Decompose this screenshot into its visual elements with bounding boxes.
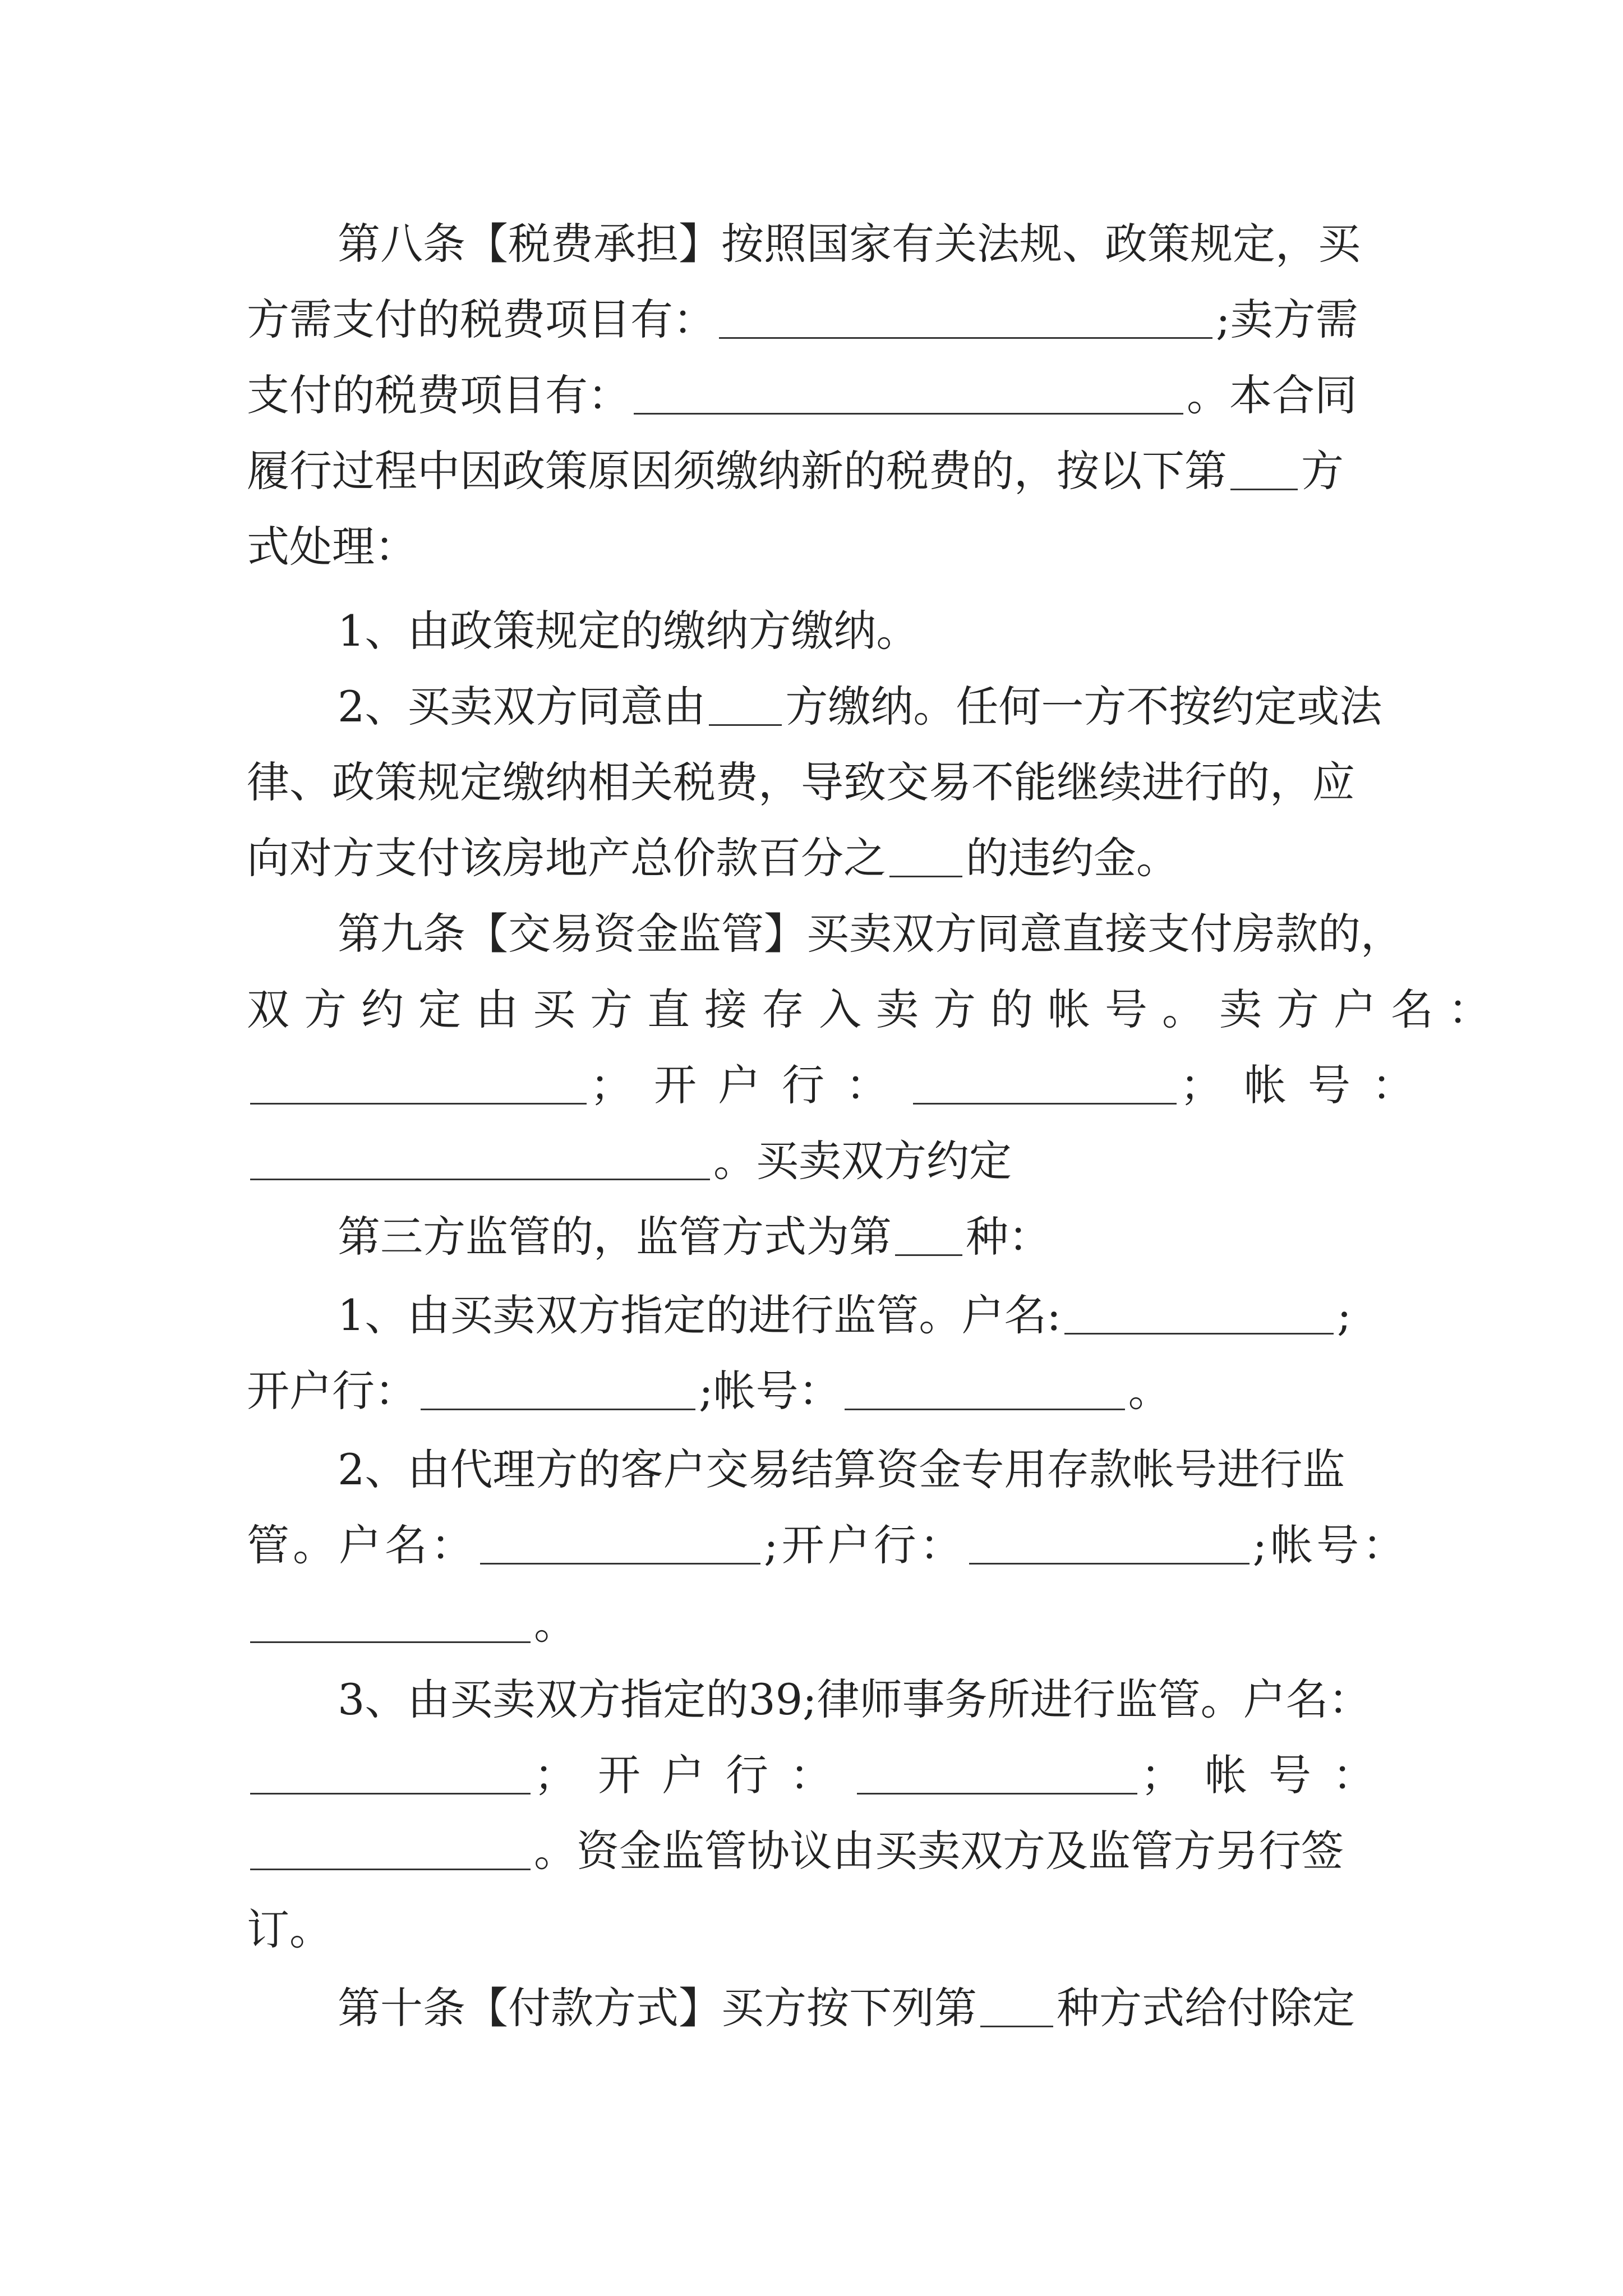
- text-segment: 种：: [966, 1212, 1051, 1262]
- text-segment: 开户行：: [247, 1366, 417, 1416]
- article-9-heading-line: [338, 906, 1403, 962]
- fill-in-blank[interactable]: [480, 1527, 760, 1565]
- text-line: [247, 292, 1388, 348]
- text-segment: 种方式给付除定: [1057, 1983, 1355, 2033]
- text-segment: ；开户行：: [590, 1060, 910, 1110]
- fill-in-blank[interactable]: [421, 1373, 695, 1410]
- text-line: [247, 1133, 1388, 1189]
- text-segment: 式处理：: [247, 522, 417, 572]
- text-segment: 3、由买卖双方指定的39;律师事务所进行监管。户名：: [338, 1674, 1371, 1724]
- fill-in-blank[interactable]: [709, 688, 782, 726]
- fill-in-blank[interactable]: [250, 1757, 531, 1795]
- text-segment: 方: [1301, 446, 1344, 496]
- fill-in-blank[interactable]: [980, 1990, 1053, 2027]
- text-segment: ;卖方需: [1216, 295, 1358, 344]
- text-segment: 律、政策规定缴纳相关税费，导致交易不能继续进行的，应: [247, 757, 1355, 807]
- fill-in-blank[interactable]: [250, 1833, 531, 1870]
- text-line: 第八条【税费承担】按照国家有关法规、政策规定，买: [338, 219, 1361, 269]
- text-segment: ；帐号：: [1180, 1060, 1436, 1110]
- text-segment: 的违约金。: [966, 833, 1179, 883]
- text-line: [247, 1596, 1388, 1652]
- fill-in-blank[interactable]: [913, 1067, 1177, 1105]
- text-segment: 。: [534, 1599, 577, 1649]
- text-line: [338, 1442, 1388, 1498]
- text-segment: ；帐号：: [1141, 1750, 1396, 1800]
- text-segment: 管。户名：: [247, 1520, 477, 1570]
- fill-in-blank[interactable]: [895, 1218, 962, 1256]
- text-segment: ;开户行：: [764, 1520, 966, 1570]
- text-line: [247, 1363, 1388, 1419]
- text-segment: 第三方监管的，监管方式为第: [338, 1212, 892, 1262]
- text-line: [247, 1517, 1409, 1573]
- text-line: [247, 1057, 1436, 1114]
- text-line: [247, 367, 1388, 424]
- fill-in-blank[interactable]: [634, 377, 1183, 415]
- text-line: [338, 1209, 1388, 1265]
- fill-in-blank[interactable]: [1064, 1297, 1334, 1335]
- text-line: [338, 679, 1388, 735]
- text-line: [338, 1672, 1388, 1728]
- text-segment: 方缴纳。任何一方不按约定或法: [785, 682, 1382, 731]
- text-segment: ;帐号：: [699, 1366, 841, 1416]
- article-8-heading-line: [338, 216, 1388, 272]
- text-segment: 。本合同: [1187, 370, 1357, 420]
- text-line: [338, 1287, 1388, 1343]
- text-segment: 订。: [247, 1904, 332, 1954]
- fill-in-blank[interactable]: [250, 1605, 531, 1643]
- text-segment: 。买卖双方约定: [713, 1136, 1012, 1186]
- text-segment: 支付的税费项目有：: [247, 370, 630, 420]
- fill-in-blank[interactable]: [857, 1757, 1137, 1795]
- text-segment: ；开户行：: [534, 1750, 854, 1800]
- text-line: [247, 982, 1505, 1038]
- text-line: [247, 754, 1388, 811]
- text-segment: 。资金监管协议由买卖双方及监管方另行签: [534, 1826, 1344, 1876]
- article-10-heading-line: [338, 1980, 1388, 2036]
- text-segment: 第十条【付款方式】买方按下列第: [338, 1983, 977, 2033]
- text-line: [247, 443, 1388, 499]
- text-segment: 第九条【交易资金监管】买卖双方同意直接支付房款的，: [338, 909, 1403, 959]
- fill-in-blank[interactable]: [250, 1143, 710, 1180]
- text-line: [338, 603, 1388, 659]
- text-line: [247, 519, 1388, 575]
- text-segment: 方需支付的税费项目有：: [247, 295, 716, 344]
- fill-in-blank[interactable]: [719, 301, 1212, 339]
- text-segment: 双方约定由买方直接存入卖方的帐号。卖方户名：: [247, 984, 1505, 1034]
- text-segment: ;帐号：: [1252, 1520, 1409, 1570]
- fill-in-blank[interactable]: [1230, 453, 1298, 490]
- text-segment: 1、由买卖双方指定的进行监管。户名:: [338, 1290, 1061, 1340]
- text-line: [247, 1902, 1388, 1958]
- text-segment: 。: [1128, 1366, 1171, 1416]
- text-segment: 2、由代理方的客户交易结算资金专用存款帐号进行监: [338, 1444, 1345, 1494]
- fill-in-blank[interactable]: [889, 840, 962, 877]
- fill-in-blank[interactable]: [969, 1527, 1249, 1565]
- text-segment: 1、由政策规定的缴纳方缴纳。: [338, 606, 919, 656]
- text-line: [247, 1823, 1388, 1879]
- text-segment: 向对方支付该房地产总价款百分之: [247, 833, 886, 883]
- text-line: [247, 830, 1388, 886]
- fill-in-blank[interactable]: [250, 1067, 587, 1105]
- text-segment: ;: [1336, 1290, 1352, 1340]
- text-line: [247, 1747, 1396, 1803]
- text-segment: 2、买卖双方同意由: [338, 682, 706, 731]
- text-segment: 履行过程中因政策原因须缴纳新的税费的，按以下第: [247, 446, 1227, 496]
- fill-in-blank[interactable]: [845, 1373, 1125, 1410]
